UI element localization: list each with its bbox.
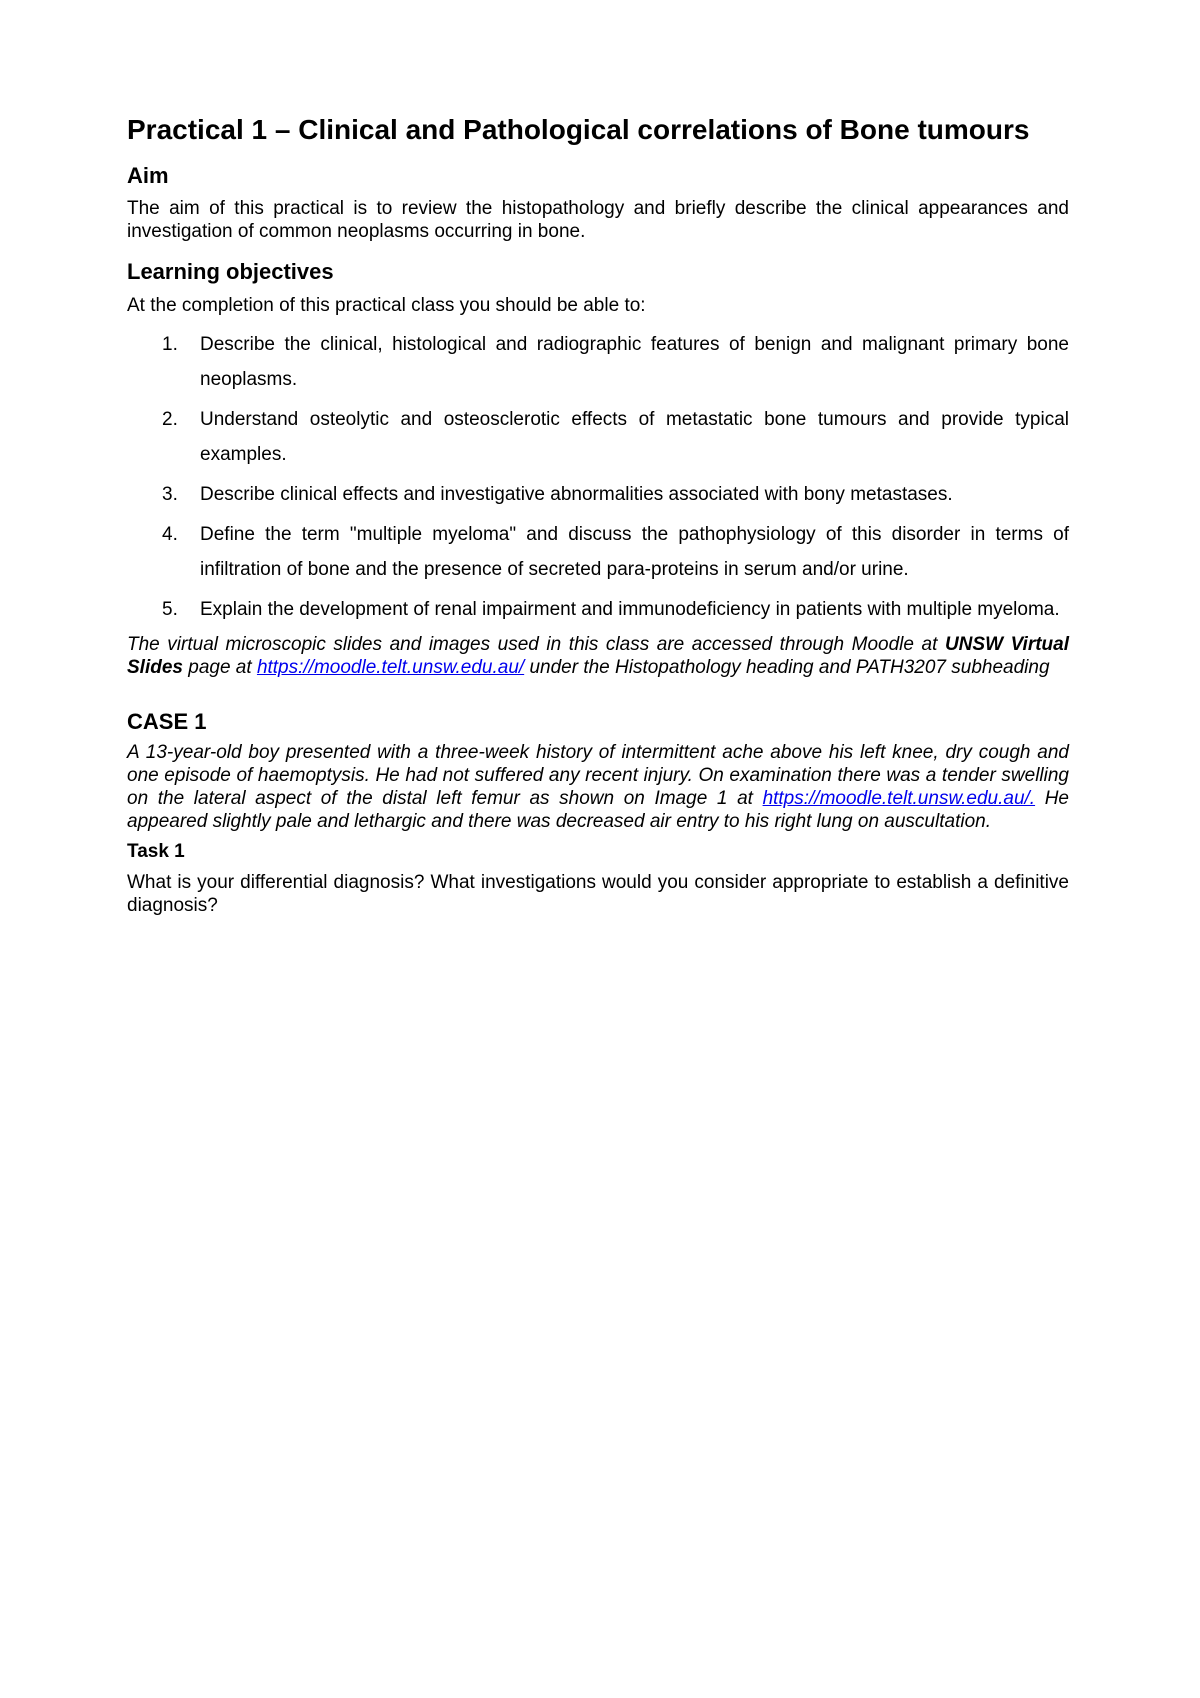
list-item-number: 5. <box>162 598 178 620</box>
objectives-list <box>127 327 1069 627</box>
moodle-link[interactable]: https://moodle.telt.unsw.edu.au/ <box>256 656 525 678</box>
case-text-before: A 13-year-old boy presented with a three-week history of intermittent ache above his left knee, dry cough and one episode of haemoptysis. He had not suffered any recent injury. On examination there was a tender swelling on the lateral aspect of the distal left femur as shown on Image 1 at <box>127 741 1069 809</box>
page-title: Practical 1 – Clinical and Pathological correlations of Bone tumours <box>127 114 1030 145</box>
list-item-text: Understand osteolytic and osteosclerotic effects of metastatic bone tumours and provide typical examples. <box>200 408 1069 465</box>
list-item <box>127 592 1069 627</box>
objectives-intro: At the completion of this practical class you should be able to: <box>127 294 646 316</box>
objectives-heading: Learning objectives <box>127 259 334 285</box>
task-1-text: What is your differential diagnosis? What investigations would you consider appropriate to establish a definitive diagnosis? <box>127 871 1069 916</box>
aim-text: The aim of this practical is to review the histopathology and briefly describe the clinical appearances and investigation of common neoplasms occurring in bone. <box>127 198 1069 243</box>
list-item <box>127 327 1069 397</box>
case-moodle-link[interactable]: https://moodle.telt.unsw.edu.au/. <box>762 787 1036 809</box>
document-page <box>127 112 1069 917</box>
list-item <box>127 402 1069 472</box>
list-item-number: 4. <box>162 523 178 545</box>
list-item-number: 1. <box>162 333 178 355</box>
list-item-number: 2. <box>162 408 178 430</box>
case-1-heading: CASE 1 <box>127 708 207 734</box>
aim-heading: Aim <box>127 163 169 188</box>
list-item-text: Define the term "multiple myeloma" and discuss the pathophysiology of this disorder in terms of infiltration of bone and the presence of secreted para-proteins in serum and/or urine. <box>200 523 1069 580</box>
note-text-after: under the Histopathology heading and PATH3207 subheading <box>524 656 1050 678</box>
list-item-text: Describe the clinical, histological and radiographic features of benign and malignant primary bone neoplasms. <box>200 333 1069 390</box>
case-text-after: He appeared slightly pale and lethargic and there was decreased air entry to his right lung on auscultation. <box>127 787 1069 832</box>
list-item <box>127 477 1069 512</box>
list-item-text: Describe clinical effects and investigative abnormalities associated with bony metastases. <box>200 483 953 505</box>
list-item-text: Explain the development of renal impairment and immunodeficiency in patients with multiple myeloma. <box>200 598 1060 620</box>
case-1-description <box>127 741 1069 833</box>
note-text-before: The virtual microscopic slides and images used in this class are accessed through Moodle at <box>127 633 945 655</box>
note-bold-text: UNSW Virtual Slides <box>127 633 1069 678</box>
note-text-mid: page at <box>182 656 257 678</box>
virtual-slides-note <box>127 633 1069 679</box>
list-item <box>127 517 1069 587</box>
task-1-heading: Task 1 <box>127 840 185 862</box>
list-item-number: 3. <box>162 483 178 505</box>
